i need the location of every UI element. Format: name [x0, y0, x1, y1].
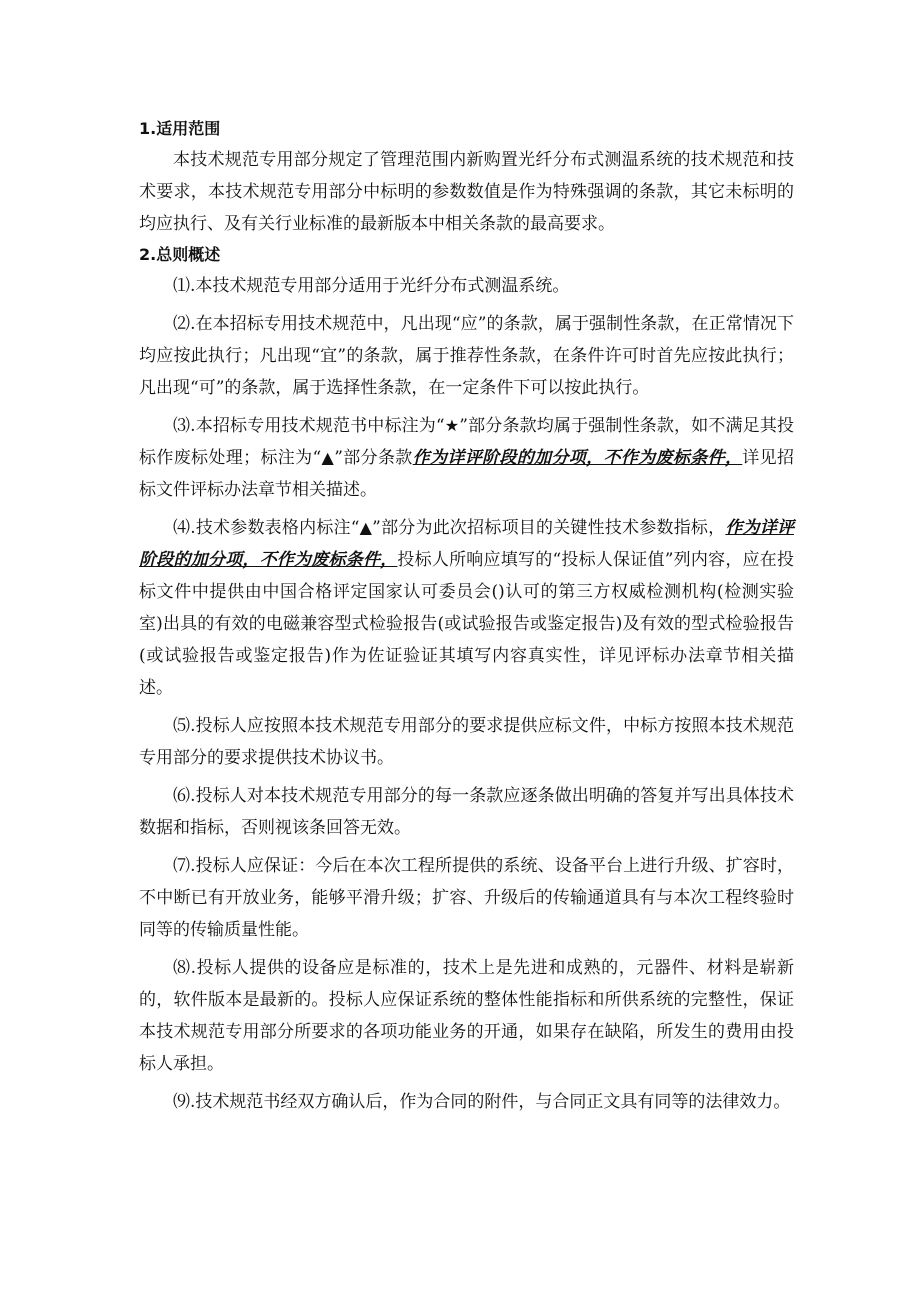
- section-2-heading: 2.总则概述: [139, 245, 221, 264]
- clause-3-emphasis: 作为详评阶段的加分项，不作为废标条件，: [412, 448, 743, 468]
- clause-6: ⑹.投标人对本技术规范专用部分的每一条款应逐条做出明确的答复并写出具体技术数据和指标，否则视该条回答无效。: [139, 786, 794, 838]
- clause-5: ⑸.投标人应按照本技术规范专用部分的要求提供应标文件，中标方按照本技术规范专用部分的要求提供技术协议书。: [139, 716, 794, 768]
- clause-1: ⑴.本技术规范专用部分适用于光纤分布式测温系统。: [173, 276, 570, 296]
- clause-4-emphasis: 作为详评阶段的加分项，不作为废标条件，: [139, 518, 794, 570]
- clause-7: ⑺.投标人应保证：今后在本次工程所提供的系统、设备平台上进行升级、扩容时，不中断已有开放业务，能够平滑升级；扩容、升级后的传输通道具有与本次工程终验时同等的传输质量性能。: [139, 856, 794, 940]
- triangle-icon: ▲: [321, 448, 335, 467]
- section-1-heading: 1.适用范围: [139, 119, 221, 138]
- clause-4-text-b: ”部分为此次招标项目的关键性技术参数指标，: [372, 518, 726, 538]
- star-icon: ★: [444, 416, 460, 435]
- clause-3-text-c: ”部分条款: [334, 448, 413, 468]
- clause-8: ⑻.投标人提供的设备应是标准的，技术上是先进和成熟的，元器件、材料是崭新的，软件版本是最新的。投标人应保证系统的整体性能指标和所供系统的完整性，保证本技术规范专用部分所要求的各项功能业务的开通，如果存在缺陷，所发生的费用由投标人承担。: [139, 958, 794, 1074]
- clause-4-text-c: 投标人所响应填写的“投标人保证值”列内容，应在投标文件中提供由中国合格评定国家认可委员会()认可的第三方权威检测机构(检测实验室)出具的有效的电磁兼容型式检验报告(或试验报告或鉴定报告)及有效的型式检验报告(或试验报告或鉴定报告)作为佐证验证其填写内容真实性，详见评标办法章节相关描述。: [139, 550, 794, 698]
- clause-3-text-d: 详见招标文件评标办法章节相关描述。: [139, 448, 794, 500]
- section-1-paragraph: 本技术规范专用部分规定了管理范围内新购置光纤分布式测温系统的技术规范和技术要求，本技术规范专用部分中标明的参数数值是作为特殊强调的条款，其它未标明的均应执行、及有关行业标准的最新版本中相关条款的最高要求。: [139, 150, 794, 234]
- clause-3: [139, 410, 794, 506]
- clause-2: ⑵.在本招标专用技术规范中，凡出现“应”的条款，属于强制性条款，在正常情况下均应按此执行；凡出现“宜”的条款，属于推荐性条款，在条件许可时首先应按此执行；凡出现“可”的条款，属于选择性条款，在一定条件下可以按此执行。: [139, 314, 794, 398]
- document-page: [139, 108, 794, 1124]
- clause-9: ⑼.技术规范书经双方确认后，作为合同的附件，与合同正文具有同等的法律效力。: [173, 1092, 791, 1112]
- clause-3-text-a: ⑶.本招标专用技术规范书中标注为“: [173, 416, 445, 436]
- triangle-icon: ▲: [359, 518, 373, 537]
- clause-3-text-b: ”部分条款均属于强制性条款，如不满足其投标作废标处理；标注为“: [139, 416, 794, 468]
- clause-4-text-a: ⑷.技术参数表格内标注“: [173, 518, 360, 538]
- clause-4: [139, 512, 794, 704]
